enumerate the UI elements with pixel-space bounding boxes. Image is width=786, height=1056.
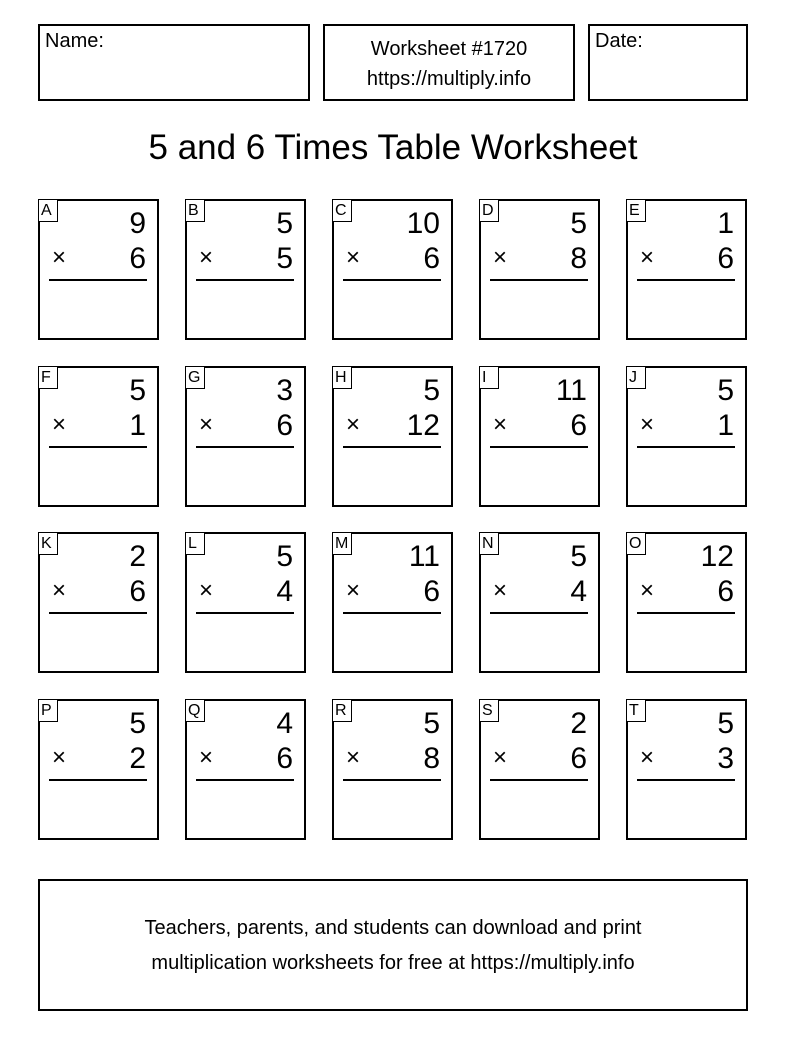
answer-line [49,779,147,781]
problem-top-number: 5 [129,707,146,740]
problem-letter: T [626,699,646,722]
problem-card[interactable] [626,699,747,840]
times-sign: × [493,244,508,271]
answer-line [196,446,294,448]
answer-line [343,612,441,614]
answer-line [637,279,735,281]
problem-bottom-number: 6 [423,575,440,608]
name-field-box[interactable] [38,24,310,101]
times-sign: × [52,244,67,271]
times-sign: × [199,411,214,438]
problem-letter: M [332,532,352,555]
problem-top-number: 2 [570,707,587,740]
answer-line [637,446,735,448]
problem-bottom-number: 6 [717,242,734,275]
answer-line [196,779,294,781]
times-sign: × [640,411,655,438]
times-sign: × [52,411,67,438]
footer-text-line-1: Teachers, parents, and students can download and print [144,917,642,939]
problem-letter: E [626,199,646,222]
times-sign: × [346,411,361,438]
times-sign: × [493,577,508,604]
problem-letter: J [626,366,646,389]
problem-letter: S [479,699,499,722]
problem-card[interactable] [185,532,306,673]
problem-card[interactable] [332,199,453,340]
date-label: Date: [595,30,643,52]
answer-line [343,279,441,281]
problem-card[interactable] [479,199,600,340]
problem-top-number: 5 [570,207,587,240]
problem-card[interactable] [479,366,600,507]
times-sign: × [346,244,361,271]
problem-bottom-number: 3 [717,742,734,775]
problem-bottom-number: 1 [129,409,146,442]
answer-line [490,446,588,448]
problem-card[interactable] [626,199,747,340]
problem-card[interactable] [38,699,159,840]
problem-letter: L [185,532,205,555]
date-field-box[interactable] [588,24,748,101]
problem-top-number: 11 [408,540,440,573]
times-sign: × [52,744,67,771]
problem-bottom-number: 12 [406,409,440,442]
times-sign: × [199,577,214,604]
worksheet-url[interactable]: https://multiply.info [366,68,532,90]
problem-bottom-number: 4 [570,575,587,608]
times-sign: × [640,577,655,604]
problem-bottom-number: 6 [423,242,440,275]
problem-letter: G [185,366,205,389]
problem-top-number: 11 [555,374,587,407]
problem-letter: I [479,366,499,389]
answer-line [490,279,588,281]
problem-letter: H [332,366,352,389]
times-sign: × [493,744,508,771]
answer-line [196,279,294,281]
name-label: Name: [45,30,104,52]
problem-bottom-number: 6 [717,575,734,608]
answer-line [490,779,588,781]
problem-card[interactable] [332,366,453,507]
problem-bottom-number: 6 [129,242,146,275]
problem-top-number: 4 [276,707,293,740]
footer-text-line-2: multiplication worksheets for free at https://multiply.info [151,952,635,974]
times-sign: × [52,577,67,604]
problem-letter: C [332,199,352,222]
times-sign: × [199,244,214,271]
problem-letter: R [332,699,352,722]
problem-bottom-number: 6 [570,742,587,775]
problem-card[interactable] [185,366,306,507]
times-sign: × [199,744,214,771]
problem-letter: O [626,532,646,555]
times-sign: × [640,244,655,271]
footer-box [38,879,748,1011]
problem-top-number: 5 [717,374,734,407]
problem-bottom-number: 1 [717,409,734,442]
problem-letter: P [38,699,58,722]
problem-top-number: 1 [717,207,734,240]
problem-letter: A [38,199,58,222]
problem-top-number: 5 [276,207,293,240]
problem-bottom-number: 8 [423,742,440,775]
page-title: 5 and 6 Times Table Worksheet [148,128,638,167]
problem-bottom-number: 6 [129,575,146,608]
problem-top-number: 12 [700,540,734,573]
answer-line [343,446,441,448]
problem-card[interactable] [185,199,306,340]
problem-top-number: 5 [570,540,587,573]
problem-top-number: 9 [129,207,146,240]
problem-bottom-number: 4 [276,575,293,608]
problem-bottom-number: 6 [276,409,293,442]
times-sign: × [346,744,361,771]
answer-line [343,779,441,781]
problem-letter: D [479,199,499,222]
problem-letter: Q [185,699,205,722]
answer-line [196,612,294,614]
problem-bottom-number: 2 [129,742,146,775]
worksheet-info-box [323,24,575,101]
problem-letter: K [38,532,58,555]
problem-card[interactable] [332,532,453,673]
problem-card[interactable] [38,532,159,673]
problem-top-number: 5 [129,374,146,407]
problem-letter: B [185,199,205,222]
problem-top-number: 2 [129,540,146,573]
problem-top-number: 3 [276,374,293,407]
problem-bottom-number: 8 [570,242,587,275]
problem-card[interactable] [479,699,600,840]
problem-top-number: 5 [423,374,440,407]
problem-card[interactable] [626,532,747,673]
problem-top-number: 5 [276,540,293,573]
problem-top-number: 5 [717,707,734,740]
problem-letter: F [38,366,58,389]
problem-card[interactable] [626,366,747,507]
problem-card[interactable] [38,199,159,340]
problem-bottom-number: 6 [570,409,587,442]
problem-bottom-number: 6 [276,742,293,775]
answer-line [49,612,147,614]
problem-card[interactable] [332,699,453,840]
problem-card[interactable] [38,366,159,507]
worksheet-number: Worksheet #1720 [370,38,528,60]
problem-card[interactable] [479,532,600,673]
answer-line [490,612,588,614]
times-sign: × [493,411,508,438]
problem-bottom-number: 5 [276,242,293,275]
answer-line [637,779,735,781]
times-sign: × [346,577,361,604]
problem-letter: N [479,532,499,555]
problem-top-number: 5 [423,707,440,740]
problem-top-number: 10 [406,207,440,240]
answer-line [49,279,147,281]
answer-line [637,612,735,614]
answer-line [49,446,147,448]
times-sign: × [640,744,655,771]
problem-card[interactable] [185,699,306,840]
